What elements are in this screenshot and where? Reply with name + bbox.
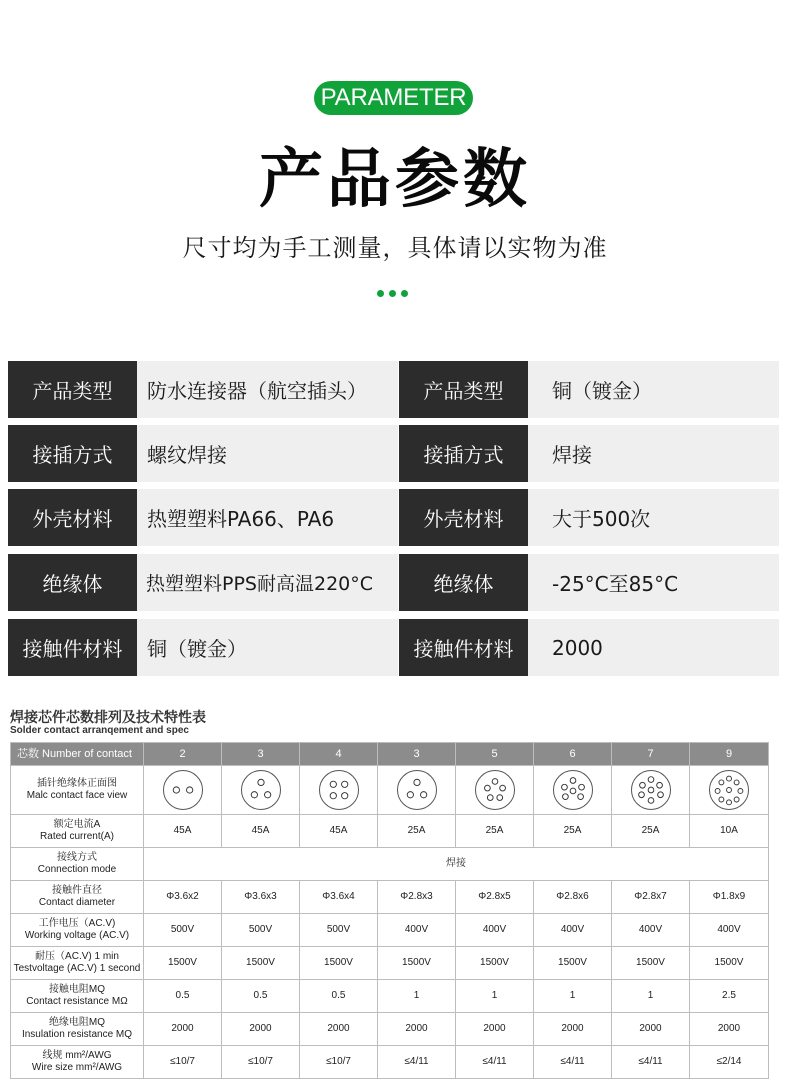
pin-hole xyxy=(738,788,743,793)
pin-hole xyxy=(251,792,257,798)
value-cell: 400V xyxy=(534,914,612,947)
row-label-cn: 接触电阻MQ xyxy=(48,984,106,995)
value-cell: 0.5 xyxy=(222,980,300,1013)
connector-face-icon xyxy=(553,770,593,810)
value-cell: 25A xyxy=(378,815,456,848)
pin-hole xyxy=(341,781,347,787)
row-label xyxy=(11,947,144,980)
row-label-en: Contact diameter xyxy=(38,897,116,908)
row-label xyxy=(11,1013,144,1046)
decorative-dots xyxy=(377,290,408,297)
value-cell: Φ2.8x5 xyxy=(456,881,534,914)
value-cell: 10A xyxy=(690,815,769,848)
pin-hole xyxy=(561,784,567,790)
row-label-en: Malc contact face view xyxy=(26,790,128,801)
pin-hole xyxy=(420,792,426,798)
param-label: 接触件材料 xyxy=(8,619,137,676)
value-cell: 500V xyxy=(144,914,222,947)
value-cell: 2000 xyxy=(456,1013,534,1046)
pin-hole xyxy=(492,779,498,785)
pin-hole xyxy=(657,792,663,798)
value-cell: 25A xyxy=(534,815,612,848)
connector-face-icon xyxy=(709,770,749,810)
param-row xyxy=(8,489,779,546)
row-label-cn: 插针绝缘体正面图 xyxy=(37,778,117,789)
pin-hole xyxy=(570,778,576,784)
value-cell: 0.5 xyxy=(300,980,378,1013)
face-cell xyxy=(378,766,456,815)
param-value: 热塑塑料PA66、PA6 xyxy=(137,489,398,546)
pin-layout xyxy=(554,771,592,809)
pin-hole xyxy=(648,787,654,793)
param-label: 外壳材料 xyxy=(8,489,137,546)
param-label: 绝缘体 xyxy=(399,554,528,611)
value-cell: Φ2.8x6 xyxy=(534,881,612,914)
spec-row xyxy=(11,815,769,848)
connector-face-icon xyxy=(475,770,515,810)
spec-row xyxy=(11,947,769,980)
pin-hole xyxy=(330,793,336,799)
value-cell: 0.5 xyxy=(144,980,222,1013)
row-label xyxy=(11,980,144,1013)
value-cell: 1500V xyxy=(222,947,300,980)
pin-hole xyxy=(577,794,583,800)
value-cell: ≤4/11 xyxy=(378,1046,456,1079)
param-label: 外壳材料 xyxy=(399,489,528,546)
pin-hole xyxy=(264,792,270,798)
param-label: 产品类型 xyxy=(399,361,528,418)
value-cell: ≤10/7 xyxy=(300,1046,378,1079)
merged-value-cell: 焊接 xyxy=(144,848,769,881)
pin-hole xyxy=(719,780,724,785)
param-value: 2000 xyxy=(528,619,779,676)
value-cell: 1500V xyxy=(300,947,378,980)
value-cell: 1 xyxy=(456,980,534,1013)
value-cell: 1500V xyxy=(690,947,769,980)
param-label: 接插方式 xyxy=(399,425,528,482)
param-value: 螺纹焊接 xyxy=(137,425,398,482)
dot xyxy=(377,290,384,297)
contact-count: 2 xyxy=(144,743,222,766)
connector-face-icon xyxy=(631,770,671,810)
value-cell: 2.5 xyxy=(690,980,769,1013)
value-cell: 400V xyxy=(456,914,534,947)
row-label xyxy=(11,914,144,947)
value-cell: ≤4/11 xyxy=(456,1046,534,1079)
row-label-en: Wire size mm²/AWG xyxy=(31,1062,123,1073)
value-cell: 45A xyxy=(222,815,300,848)
value-cell: 500V xyxy=(222,914,300,947)
value-cell: 2000 xyxy=(144,1013,222,1046)
pin-hole xyxy=(341,793,347,799)
value-cell: 2000 xyxy=(300,1013,378,1046)
value-cell: 1500V xyxy=(456,947,534,980)
value-cell: 1500V xyxy=(612,947,690,980)
spec-row xyxy=(11,848,769,881)
connector-face-icon xyxy=(241,770,281,810)
param-value: -25°C至85°C xyxy=(528,554,779,611)
face-cell xyxy=(144,766,222,815)
page-title: 产品参数 xyxy=(259,143,531,217)
param-row xyxy=(8,554,779,611)
value-cell: 2000 xyxy=(612,1013,690,1046)
row-label-cn: 额定电流A xyxy=(53,819,101,830)
contact-count: 4 xyxy=(300,743,378,766)
value-cell: 2000 xyxy=(222,1013,300,1046)
spec-row xyxy=(11,881,769,914)
row-label-en: Rated current(A) xyxy=(40,831,114,842)
param-row xyxy=(8,425,779,482)
value-cell: 1 xyxy=(534,980,612,1013)
connector-face-icon xyxy=(163,770,203,810)
value-cell: Φ2.8x3 xyxy=(378,881,456,914)
spec-row xyxy=(11,914,769,947)
row-label-cn: 线规 mm²/AWG xyxy=(42,1050,112,1061)
param-row xyxy=(8,619,779,676)
face-cell xyxy=(534,766,612,815)
value-cell: 25A xyxy=(612,815,690,848)
row-label-en: Testvoltage (AC.V) 1 second xyxy=(13,963,141,974)
row-label xyxy=(11,815,144,848)
value-cell: 500V xyxy=(300,914,378,947)
pin-hole xyxy=(496,795,502,801)
param-label: 接触件材料 xyxy=(399,619,528,676)
row-label xyxy=(11,848,144,881)
value-cell: 1500V xyxy=(534,947,612,980)
connector-face-icon xyxy=(397,770,437,810)
value-cell: 1500V xyxy=(144,947,222,980)
value-cell: 2000 xyxy=(534,1013,612,1046)
parameter-badge: PARAMETER xyxy=(314,81,473,115)
pin-hole xyxy=(727,776,732,781)
value-cell: 45A xyxy=(144,815,222,848)
param-value: 铜（镀金） xyxy=(137,619,398,676)
row-label-cn: 接线方式 xyxy=(57,852,97,863)
pin-hole xyxy=(656,782,662,788)
spec-row xyxy=(11,980,769,1013)
spec-row xyxy=(11,1013,769,1046)
value-cell: 45A xyxy=(300,815,378,848)
value-cell: ≤4/11 xyxy=(534,1046,612,1079)
value-cell: 1 xyxy=(378,980,456,1013)
pin-hole xyxy=(257,779,263,785)
connector-face-icon xyxy=(319,770,359,810)
contact-count: 6 xyxy=(534,743,612,766)
pin-hole xyxy=(487,795,493,801)
pin-hole xyxy=(484,785,490,791)
value-cell: 2000 xyxy=(690,1013,769,1046)
pin-hole xyxy=(638,792,644,798)
face-cell xyxy=(300,766,378,815)
pin-layout xyxy=(164,771,202,809)
param-value: 热塑塑料PPS耐高温220°C xyxy=(137,554,398,611)
value-cell: 2000 xyxy=(378,1013,456,1046)
param-value: 铜（镀金） xyxy=(528,361,779,418)
pin-hole xyxy=(173,787,179,793)
value-cell: Φ3.6x2 xyxy=(144,881,222,914)
dot xyxy=(401,290,408,297)
page-subtitle: 尺寸均为手工测量，具体请以实物为准 xyxy=(182,234,608,262)
pin-hole xyxy=(715,788,720,793)
pin-hole xyxy=(499,785,505,791)
row-label-cn: 工作电压（AC.V) xyxy=(38,918,116,929)
row-label-cn: 耐压（AC.V) 1 min xyxy=(35,951,119,962)
pin-hole xyxy=(570,788,576,794)
pin-hole xyxy=(413,779,419,785)
pin-hole xyxy=(727,788,732,793)
pin-hole xyxy=(719,797,724,802)
param-value: 大于500次 xyxy=(528,489,779,546)
contact-count: 5 xyxy=(456,743,534,766)
param-row xyxy=(8,361,779,418)
face-cell xyxy=(222,766,300,815)
row-label-en: Contact resistance MΩ xyxy=(26,996,128,1007)
face-cell xyxy=(612,766,690,815)
value-cell: ≤2/14 xyxy=(690,1046,769,1079)
pin-hole xyxy=(639,782,645,788)
value-cell: Φ3.6x4 xyxy=(300,881,378,914)
face-cell xyxy=(456,766,534,815)
param-label: 接插方式 xyxy=(8,425,137,482)
spec-table xyxy=(10,742,769,1079)
value-cell: Φ1.8x9 xyxy=(690,881,769,914)
value-cell: 400V xyxy=(690,914,769,947)
spec-table-container xyxy=(10,742,768,1083)
row-label-en: Connection mode xyxy=(37,864,117,875)
pin-hole xyxy=(407,792,413,798)
pin-hole xyxy=(562,794,568,800)
row-label-cn: 接触件直径 xyxy=(52,885,102,896)
param-value: 防水连接器（航空插头） xyxy=(137,361,398,418)
dot xyxy=(389,290,396,297)
pin-hole xyxy=(734,797,739,802)
row-label xyxy=(11,881,144,914)
spec-header-row xyxy=(11,743,769,766)
pin-layout xyxy=(320,771,358,809)
value-cell: ≤10/7 xyxy=(222,1046,300,1079)
pin-hole xyxy=(648,777,654,783)
param-label: 绝缘体 xyxy=(8,554,137,611)
spec-subtitle: Solder contact arranqement and spec xyxy=(10,725,189,736)
value-cell: 400V xyxy=(378,914,456,947)
pin-hole xyxy=(330,781,336,787)
value-cell: 400V xyxy=(612,914,690,947)
row-label-en: Working voltage (AC.V) xyxy=(24,930,130,941)
pin-hole xyxy=(734,780,739,785)
row-label xyxy=(11,766,144,815)
param-label: 产品类型 xyxy=(8,361,137,418)
pin-layout xyxy=(632,771,670,809)
value-cell: Φ2.8x7 xyxy=(612,881,690,914)
pin-layout xyxy=(242,771,280,809)
row-label xyxy=(11,1046,144,1079)
contact-count: 3 xyxy=(378,743,456,766)
pin-hole xyxy=(578,784,584,790)
param-value: 焊接 xyxy=(528,425,779,482)
row-label-cn: 绝缘电阻MQ xyxy=(48,1017,106,1028)
spec-row xyxy=(11,1046,769,1079)
value-cell: 25A xyxy=(456,815,534,848)
value-cell: ≤10/7 xyxy=(144,1046,222,1079)
value-cell: Φ3.6x3 xyxy=(222,881,300,914)
pin-layout xyxy=(710,771,748,809)
pin-layout xyxy=(476,771,514,809)
pin-hole xyxy=(186,787,192,793)
pin-hole xyxy=(727,800,732,805)
row-label-en: Insulation resistance MQ xyxy=(21,1029,133,1040)
value-cell: ≤4/11 xyxy=(612,1046,690,1079)
value-cell: 1500V xyxy=(378,947,456,980)
value-cell: 1 xyxy=(612,980,690,1013)
contact-count: 7 xyxy=(612,743,690,766)
contact-count-header: 芯数 Number of contact xyxy=(11,743,144,766)
pin-hole xyxy=(648,798,654,804)
face-view-row xyxy=(11,766,769,815)
face-cell xyxy=(690,766,769,815)
contact-count: 9 xyxy=(690,743,769,766)
spec-title: 焊接芯件芯数排列及技术特性表 xyxy=(10,710,206,726)
pin-layout xyxy=(398,771,436,809)
contact-count: 3 xyxy=(222,743,300,766)
